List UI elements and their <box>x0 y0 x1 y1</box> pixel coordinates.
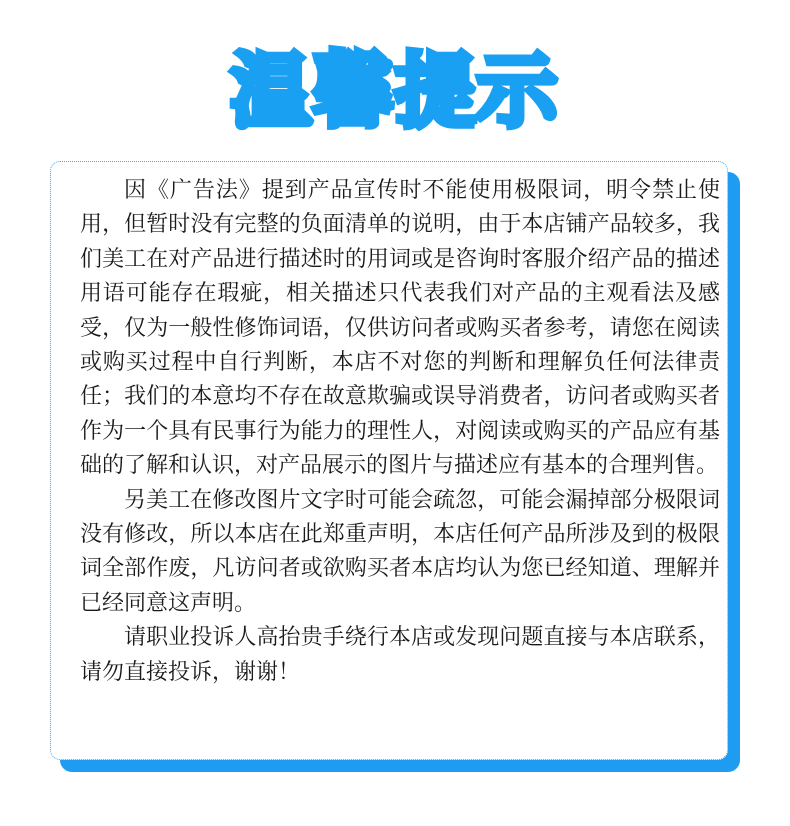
notice-paragraph-revision: 另美工在修改图片文字时可能会疏忽，可能会漏掉部分极限词没有修改，所以本店在此郑重声明，本店任何产品所涉及到的极限词全部作废，凡访问者或欲购买者本店均认为您已经知道、理解并已经同意这声明。 <box>80 487 720 616</box>
notice-paragraph-contact: 请职业投诉人高抬贵手绕行本店或发现问题直接与本店联系，请勿直接投诉，谢谢！ <box>80 625 720 685</box>
notice-body <box>80 174 720 690</box>
page-title: 温馨提示 <box>231 45 559 138</box>
notice-paragraph-disclaimer: 因《广告法》提到产品宣传时不能使用极限词，明令禁止使用，但暂时没有完整的负面清单的说明，由于本店铺产品较多，我们美工在对产品进行描述时的用词或是咨询时客服介绍产品的描述用语可能存在瑕疵，相关描述只代表我们对产品的主观看法及感受，仅为一般性修饰词语，仅供访问者或购买者参考，请您在阅读或购买过程中自行判断，本店不对您的判断和理解负任何法律责任；我们的本意均不存在故意欺骗或误导消费者，访问者或购买者作为一个具有民事行为能力的理性人，对阅读或购买的产品应有基础的了解和认识，对产品展示的图片与描述应有基本的合理判售。 <box>80 178 720 479</box>
